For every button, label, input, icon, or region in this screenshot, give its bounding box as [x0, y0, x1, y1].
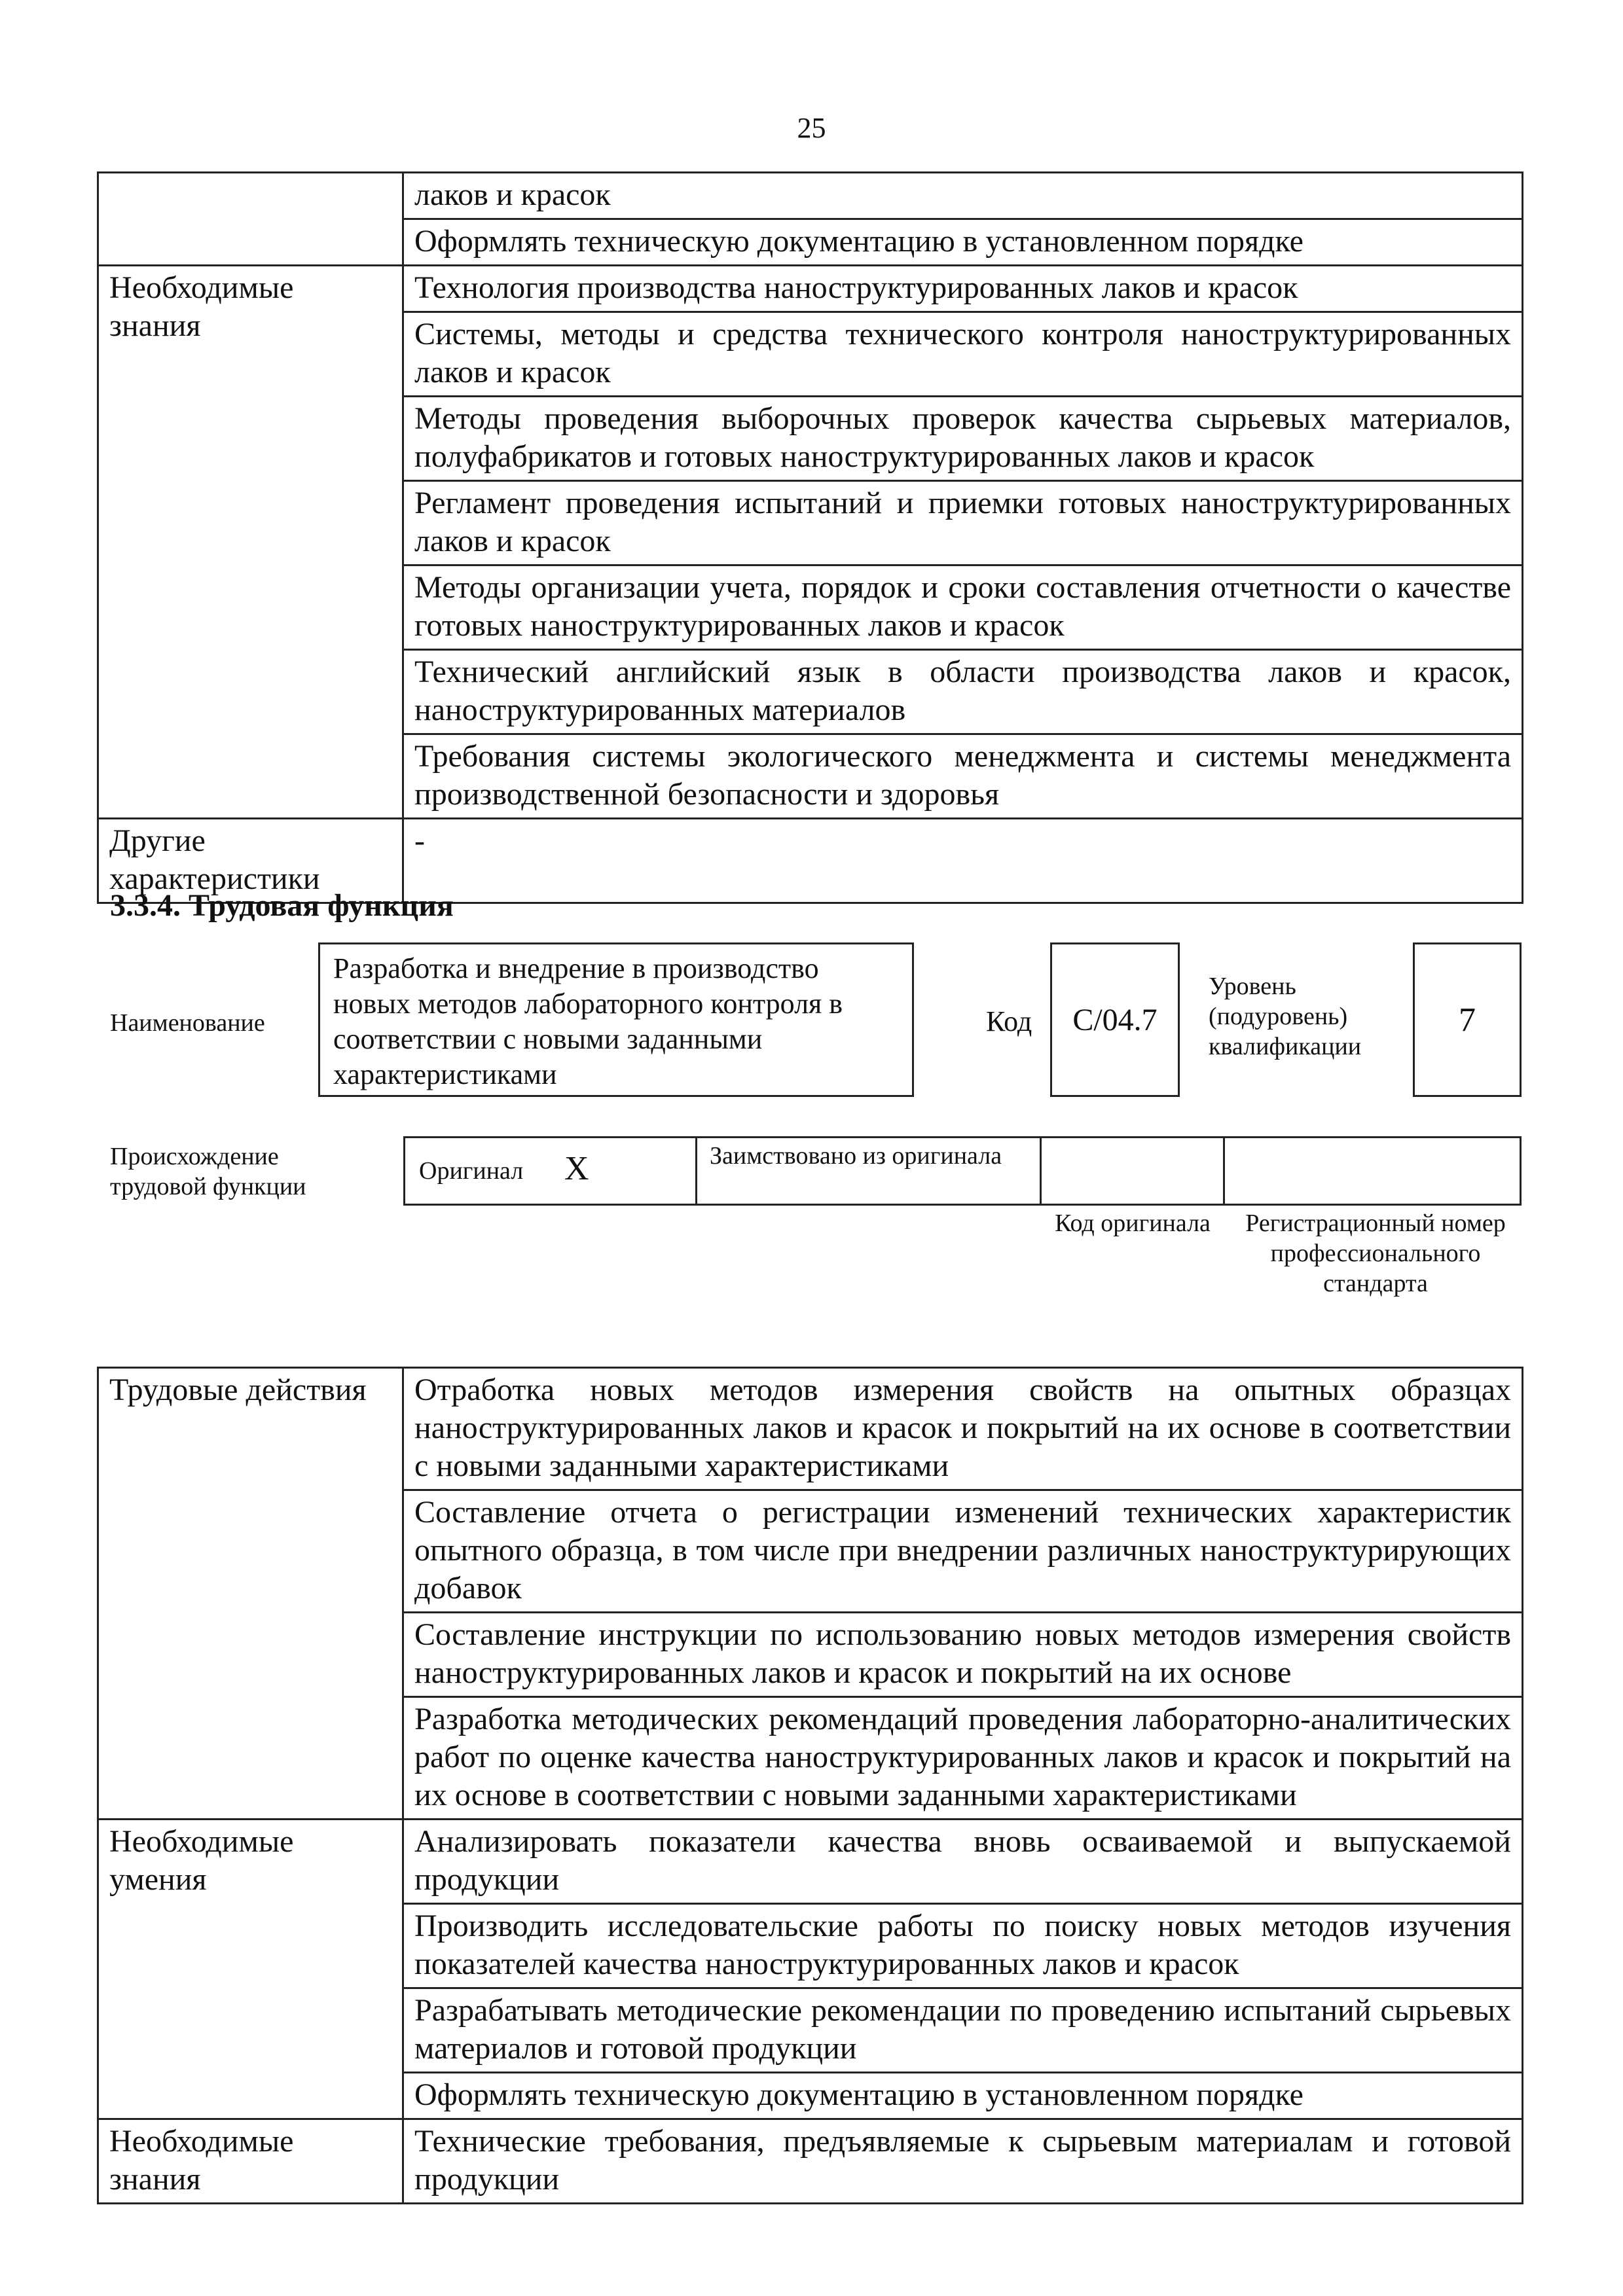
labor-actions-table — [97, 1367, 1523, 2204]
origin-label: Происхождение трудовой функции — [110, 1143, 306, 1200]
borrowed-label: Заимствовано из оригинала — [710, 1142, 1002, 1170]
table-cell: Разработка методических рекомендаций проведения лабораторно-аналитических работ по оценке качества наноструктурированных лаков и красок и покрытий на их основе в соответствии с новыми заданными характеристиками — [403, 1697, 1523, 1820]
table-cell: Технические требования, предъявляемые к сырьевым материалам и готовой продукции — [403, 2119, 1523, 2204]
table-cell: Оформлять техническую документацию в установленном порядке — [403, 2073, 1523, 2119]
table-cell: Анализировать показатели качества вновь осваиваемой и выпускаемой продукции — [403, 1820, 1523, 1904]
table-cell: Отработка новых методов измерения свойств на опытных образцах наноструктурированных лаков и красок и покрытий на их основе в соответствии с новыми заданными характеристиками — [403, 1368, 1523, 1490]
row-label: Необходимые знания — [98, 266, 403, 819]
table-cell: Разрабатывать методические рекомендации по проведению испытаний сырьевых материалов и готовой продукции — [403, 1988, 1523, 2073]
table-cell: Производить исследовательские работы по поиску новых методов изучения показателей качества наноструктурированных лаков и красок — [403, 1904, 1523, 1988]
original-label: Оригинал — [419, 1157, 524, 1185]
original-mark: X — [564, 1150, 589, 1187]
table-cell: Методы организации учета, порядок и сроки составления отчетности о качестве готовых наноструктурированных лаков и красок — [403, 565, 1523, 650]
level-label: Уровень (подуровень) квалификации — [1209, 973, 1362, 1060]
function-name-box — [318, 942, 914, 1097]
table-cell: Системы, методы и средства технического контроля наноструктурированных лаков и красок — [403, 312, 1523, 397]
row-label: Необходимые умения — [98, 1820, 403, 2119]
table-cell: Составление инструкции по использованию новых методов измерения свойств наноструктурированных лаков и красок и покрытий на их основе — [403, 1613, 1523, 1697]
table-cell: Регламент проведения испытаний и приемки готовых наноструктурированных лаков и красок — [403, 481, 1523, 565]
table-cell: Технический английский язык в области производства лаков и красок, наноструктурированных материалов — [403, 650, 1523, 734]
knowledge-table-top — [97, 171, 1523, 904]
code-box — [1050, 942, 1180, 1097]
table-cell: - — [403, 819, 1523, 903]
function-name: Разработка и внедрение в производство новых методов лабораторного контроля в соответствии с новыми заданными характеристиками — [333, 952, 843, 1090]
row-label: Необходимые знания — [98, 2119, 403, 2204]
table-cell: Методы проведения выборочных проверок качества сырьевых материалов, полуфабрикатов и готовых наноструктурированных лаков и красок — [403, 397, 1523, 481]
code-caption: Код оригинала — [1055, 1210, 1211, 1237]
row-label: Трудовые действия — [98, 1368, 403, 1820]
page-number: 25 — [797, 112, 826, 144]
table-cell: Составление отчета о регистрации изменений технических характеристик опытного образца, в том числе при внедрении различных наноструктурирующих добавок — [403, 1490, 1523, 1613]
row-label: Другие характеристики — [98, 819, 403, 903]
table-cell: Технология производства наноструктурированных лаков и красок — [403, 266, 1523, 312]
divider — [695, 1136, 697, 1206]
table-cell: лаков и красок — [403, 173, 1523, 219]
table-cell: Оформлять техническую документацию в установленном порядке — [403, 219, 1523, 266]
table-cell: Требования системы экологического менеджмента и системы менеджмента производственной безопасности и здоровья — [403, 734, 1523, 819]
divider — [1040, 1136, 1042, 1206]
row-label — [98, 173, 403, 266]
divider — [1223, 1136, 1225, 1206]
code-value: С/04.7 — [1072, 1002, 1158, 1037]
section-title: 3.3.4. Трудовая функция — [110, 888, 454, 923]
registration-caption: Регистрационный номер профессионального стандарта — [1245, 1210, 1506, 1297]
level-box — [1413, 942, 1522, 1097]
code-label: Код — [986, 1005, 1032, 1037]
name-label: Наименование — [110, 1009, 265, 1037]
level-value: 7 — [1459, 1001, 1476, 1039]
